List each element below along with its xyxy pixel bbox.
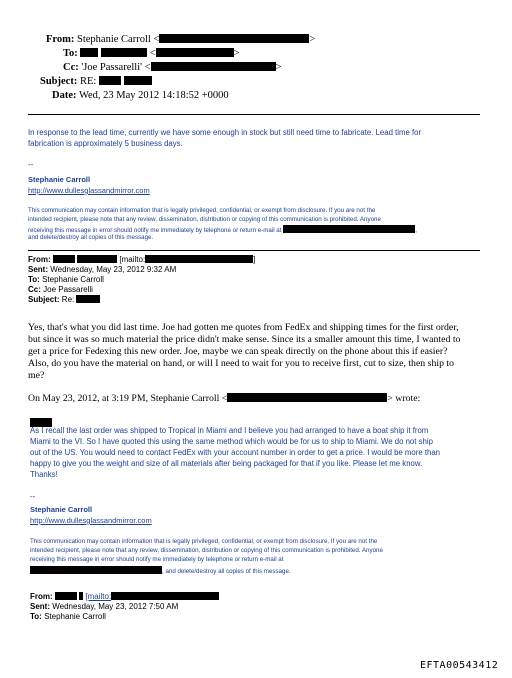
disclaimer-line: intended recipient, please note that any review, dissemination, distribution or copying of this communication is prohibited. Anyone bbox=[30, 547, 383, 554]
disclaimer-line: receiving this message in error should notify me immediately by telephone or return e-mail at bbox=[30, 556, 284, 563]
header-from-row: From: Stephanie Carroll < > bbox=[46, 34, 316, 45]
header-subject-row bbox=[40, 75, 152, 89]
signature-name: Stephanie Carroll bbox=[30, 505, 93, 514]
quoted2-to-row: To: Stephanie Carroll bbox=[30, 612, 106, 621]
from-name: Stephanie Carroll < bbox=[77, 34, 160, 45]
reply1-line: In response to the lead time, currently we have some enough in stock but still need time to fabricate. Lead time for bbox=[28, 128, 422, 137]
redaction bbox=[79, 592, 83, 600]
header-divider bbox=[28, 114, 480, 115]
disclaimer-line: This communication may contain information that is legally privileged, confidential, or exempt from disclosure. If you are not the bbox=[28, 207, 376, 214]
body-line: Also, do you have the material on hand, or will I need to wait for you to receive first, cut to size, then ship to bbox=[28, 358, 455, 369]
mailto-link[interactable]: [mailto: bbox=[85, 592, 112, 601]
disclaimer-line: intended recipient, please note that any review, dissemination, distribution or copying of this communication is prohibited. Anyone bbox=[28, 216, 381, 223]
redaction bbox=[151, 62, 276, 71]
quoted1-to-row: To: Stephanie Carroll bbox=[28, 275, 104, 284]
reply2-line: As I recall the last order was shipped to Tropical in Miami and I believe you had arranged to have a boat ship it from bbox=[30, 426, 429, 435]
reply2-line: out of the US. You would need to contact FedEx with your account number in order to get a price. I would be more than bbox=[30, 448, 441, 457]
redaction bbox=[111, 592, 219, 600]
subject-label: Subject: bbox=[40, 76, 78, 87]
quoted1-sent-row: Sent: Wednesday, May 23, 2012 9:32 AM bbox=[28, 265, 177, 274]
redaction bbox=[76, 295, 100, 303]
redaction bbox=[30, 566, 162, 574]
quoted1-subject-row: Subject: Re: bbox=[28, 295, 100, 305]
signature-name: Stephanie Carroll bbox=[28, 175, 91, 184]
redaction bbox=[283, 225, 415, 233]
disclaimer-line: , and delete/destroy all copies of this message. bbox=[30, 566, 291, 577]
redaction bbox=[80, 48, 98, 57]
disclaimer-line: This communication may contain information that is legally privileged, confidential, or exempt from disclosure. If you are not the bbox=[30, 538, 378, 545]
quoted2-sent-row: Sent: Wednesday, May 23, 2012 7:50 AM bbox=[30, 602, 179, 611]
date-value: Wed, 23 May 2012 14:18:52 +0000 bbox=[78, 90, 229, 101]
to-label: To: bbox=[63, 48, 78, 59]
redaction bbox=[145, 255, 253, 263]
body-line: Yes, that's what you did last time. Joe had gotten me quotes from FedEx and shipping times for the first order, bbox=[28, 322, 459, 333]
cc-name: 'Joe Passarelli' < bbox=[81, 62, 151, 73]
body-line: but since it was so much material the price didn't make sense. Since its a smaller amount this time, I wanted to bbox=[28, 334, 461, 345]
header-to-row: To: < > bbox=[63, 48, 240, 59]
subject-value: RE: bbox=[79, 76, 97, 87]
date-label: Date: bbox=[52, 90, 77, 101]
signature-link[interactable]: http://www.dullesglassandmirror.com bbox=[28, 186, 150, 195]
signature-separator: -- bbox=[28, 160, 34, 169]
quoted2-from-row: From: [mailto: bbox=[30, 592, 219, 602]
quoted1-from-row: From: [mailto: ] bbox=[28, 255, 256, 264]
redaction bbox=[156, 48, 234, 57]
on-date-line: On May 23, 2012, at 3:19 PM, Stephanie Carroll < > wrote: bbox=[28, 393, 421, 404]
signature-link[interactable]: http://www.dullesglassandmirror.com bbox=[30, 516, 152, 525]
redaction bbox=[53, 255, 75, 263]
cc-label: Cc: bbox=[63, 62, 79, 73]
quote-divider bbox=[28, 250, 480, 251]
body-line: me? bbox=[28, 370, 45, 381]
redaction bbox=[124, 76, 152, 85]
header-date-row bbox=[52, 89, 229, 103]
redaction bbox=[227, 393, 387, 402]
redaction bbox=[99, 76, 121, 85]
redaction bbox=[101, 48, 147, 57]
redaction bbox=[159, 34, 309, 43]
document-id: EFTA00543412 bbox=[420, 660, 499, 671]
signature-separator: -- bbox=[30, 492, 36, 501]
from-label: From: bbox=[46, 34, 75, 45]
body-line: get a price for Fedexing this new order. Joe, maybe we can speak directly on the phone about this if easier? bbox=[28, 346, 448, 357]
redaction bbox=[55, 592, 77, 600]
reply2-line: happy to give you the weight and size of all materials after being packaged for that if you like. Please let me know. bbox=[30, 459, 423, 468]
reply2-line: Thanks! bbox=[30, 470, 58, 479]
reply1-line: fabrication is approximately 5 business days. bbox=[28, 139, 183, 148]
disclaimer-line: receiving this message in error should notify me immediately by telephone or return e-mail at , bbox=[28, 227, 417, 234]
disclaimer-line: and delete/destroy all copies of this message. bbox=[28, 234, 154, 241]
redaction bbox=[77, 255, 117, 263]
quoted1-cc-row: Cc: Joe Passarelli bbox=[28, 285, 93, 294]
reply2-line: Miami to the VI. So I have quoted this using the same method which would be for us to ship to Miami. We do not ship bbox=[30, 437, 433, 446]
header-cc-row: Cc: 'Joe Passarelli' < > bbox=[63, 62, 282, 73]
